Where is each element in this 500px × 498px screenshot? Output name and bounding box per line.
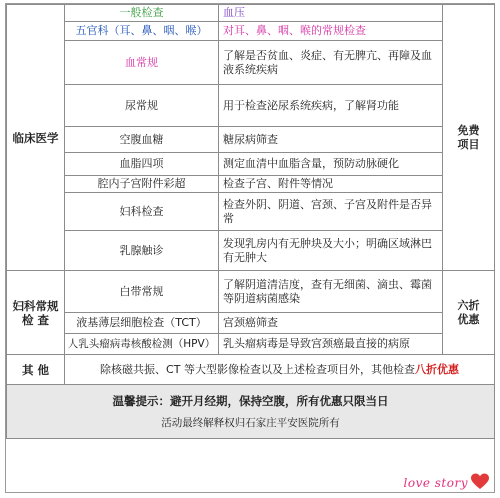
note-free [443,5,495,271]
item-desc: 发现乳房内有无肿块及大小；明确区域淋巴有无肿大 [219,231,443,271]
item-name: 人乳头瘤病毒核酸检测（HPV） [65,334,219,355]
item-desc: 血压 [219,5,443,22]
table-row [7,41,495,85]
table-row [7,22,495,41]
table-row [7,231,495,271]
item-name: 妇科检查 [65,193,219,231]
table-row [7,176,495,193]
item-desc: 对耳、鼻、咽、喉的常规检查 [219,22,443,41]
item-desc: 检查外阴、阴道、宫颈、子宫及附件是否异常 [219,193,443,231]
item-name: 乳腺触诊 [65,231,219,271]
item-desc: 糖尿病筛查 [219,127,443,153]
table-row [7,5,495,22]
item-name: 血脂四项 [65,153,219,176]
category-label: 临床医学 [12,130,59,145]
category-label: 妇科常规 检 查 [12,298,59,327]
item-name: 腔内子宫附件彩超 [65,176,219,193]
item-name: 白带常规 [65,271,219,313]
other-discount-line [65,355,495,385]
note-label: 免费 项目 [457,123,480,151]
note-discount [443,271,495,355]
item-desc: 测定血清中血脂含量，预防动脉硬化 [219,153,443,176]
warm-tip: 温馨提示：避开月经期，保持空腹，所有优惠只限当日 [112,393,389,408]
table-row [7,385,495,439]
item-desc: 了解阴道清洁度，查有无细菌、滴虫、霉菌等阴道病菌感染 [219,271,443,313]
rights-statement: 活动最终解释权归石家庄平安医院所有 [161,416,340,429]
item-desc: 用于检查泌尿系统疾病，了解肾功能 [219,85,443,127]
table-row [7,193,495,231]
price-sheet [5,3,495,493]
exam-table [6,4,495,439]
note-label: 六折 优惠 [457,298,480,326]
item-name: 空腹血糖 [65,127,219,153]
item-desc: 宫颈癌筛查 [219,313,443,334]
category-other [7,355,65,385]
item-name: 液基薄层细胞检查（TCT） [65,313,219,334]
brand-signature: love story [403,476,468,490]
table-row [7,313,495,334]
item-name: 一般检查 [65,5,219,22]
table-row [7,334,495,355]
heart-icon [470,472,490,492]
table-row [7,85,495,127]
table-row [7,271,495,313]
table-row [7,355,495,385]
item-desc: 乳头瘤病毒是导致宫颈癌最直接的病原 [219,334,443,355]
other-line-highlight: 八折优惠 [414,362,459,376]
table-row [7,127,495,153]
footer-notice [7,385,495,439]
category-gyne [7,271,65,355]
category-clinical [7,5,65,271]
item-name: 血常规 [65,41,219,85]
item-name: 五官科（耳、鼻、咽、喉） [65,22,219,41]
item-desc: 了解是否贫血、炎症、有无脾亢、再障及血液系统疾病 [219,41,443,85]
table-row [7,153,495,176]
item-name: 尿常规 [65,85,219,127]
item-desc: 检查子宫、附件等情况 [219,176,443,193]
category-label: 其 他 [21,362,49,377]
other-line-text: 除核磁共振、CT 等大型影像检查以及上述检查项目外，其他检查 [100,362,415,376]
